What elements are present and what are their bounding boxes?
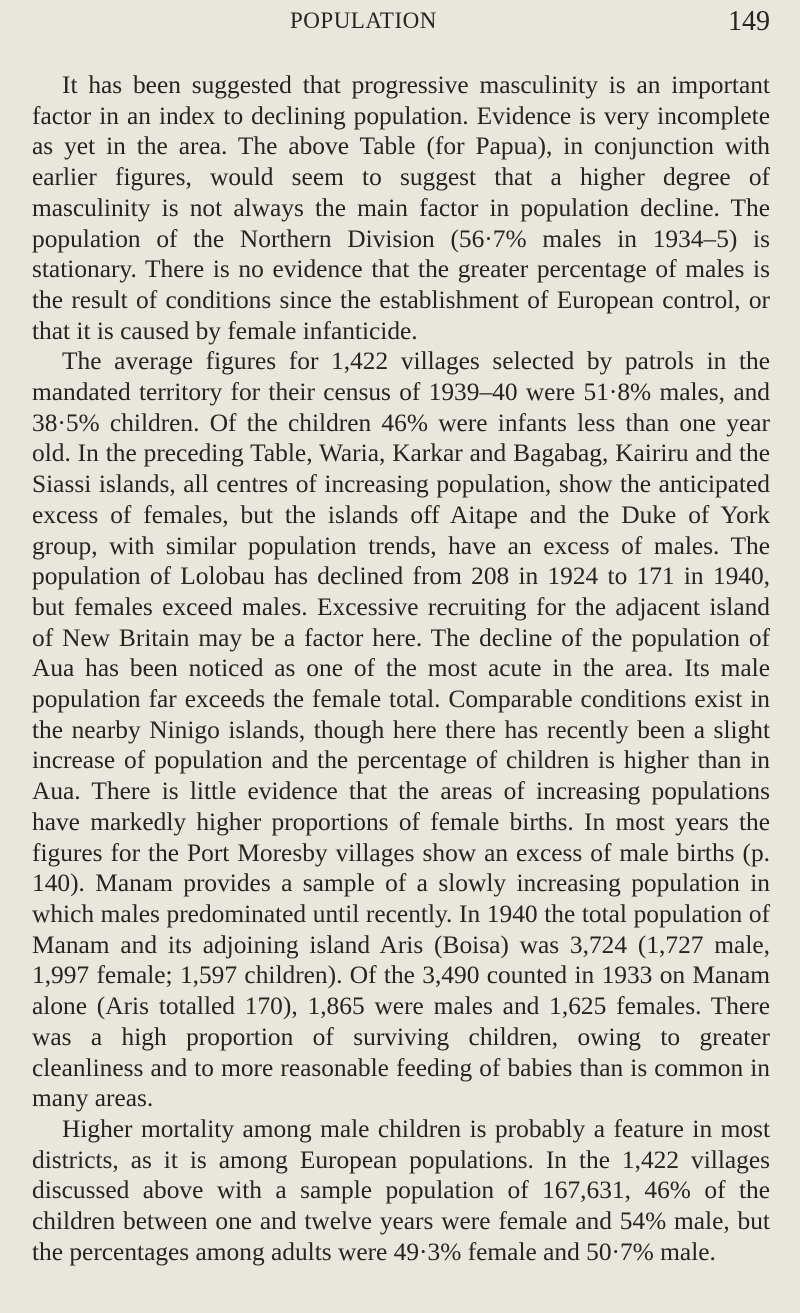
running-title: POPULATION <box>290 8 437 33</box>
running-head <box>32 0 770 70</box>
paragraph-masculinity: It has been suggested that progressive masculinity is an important factor in an index to declining population. Evidence is very incomplete as yet in the area. The above Table (for Papua), in conjunction with earlier figures, would seem to suggest that a higher degree of masculinity is not always the main factor in population decline. The population of the Northern Division (56·7% males in 1934–5) is stationary. There is no evidence that the greater percentage of males is the result of conditions since the establishment of European control, or that it is caused by female infanticide. <box>32 71 770 345</box>
page-number: 149 <box>728 6 770 37</box>
body-text <box>32 70 770 1267</box>
paragraph-average-figures: The average figures for 1,422 villages selected by patrols in the mandated territory for their census of 1939–40 were 51·8% males, and 38·5% children. Of the children 46% were infants less than one year old. In the preceding Table, Waria, Karkar and Bagabag, Kairiru and the Siassi islands, all centres of increasing population, show the anticipated excess of females, but the islands off Aitape and the Duke of York group, with similar population trends, have an excess of males. The population of Lolobau has declined from 208 in 1924 to 171 in 1940, but females exceed males. Excessive recruiting for the adjacent island of New Britain may be a factor here. The decline of the population of Aua has been noticed as one of the most acute in the area. Its male population far exceeds the female total. Comparable conditions exist in the nearby Ninigo islands, though here there has recently been a slight increase of population and the percentage of children is higher than in Aua. There is little evidence that the areas of increasing populations have markedly higher proportions of female births. In most years the figures for the Port Moresby villages show an excess of male births (p. 140). Manam provides a sample of a slowly increasing population in which males predominated until recently. In 1940 the total population of Manam and its adjoining island Aris (Boisa) was 3,724 (1,727 male, 1,997 female; 1,597 children). Of the 3,490 counted in 1933 on Manam alone (Aris totalled 170), 1,865 were males and 1,625 females. There was a high proportion of surviving children, owing to greater cleanliness and to more reasonable feeding of babies than is common in many areas. <box>32 347 770 1113</box>
paragraph-male-mortality: Higher mortality among male children is probably a feature in most districts, as it is among European populations. In the 1,422 villages discussed above with a sample population of 167,631, 46% of the children between one and twelve years were female and 54% male, but the percentages among adults were 49·3% female and 50·7% male. <box>32 1114 770 1266</box>
